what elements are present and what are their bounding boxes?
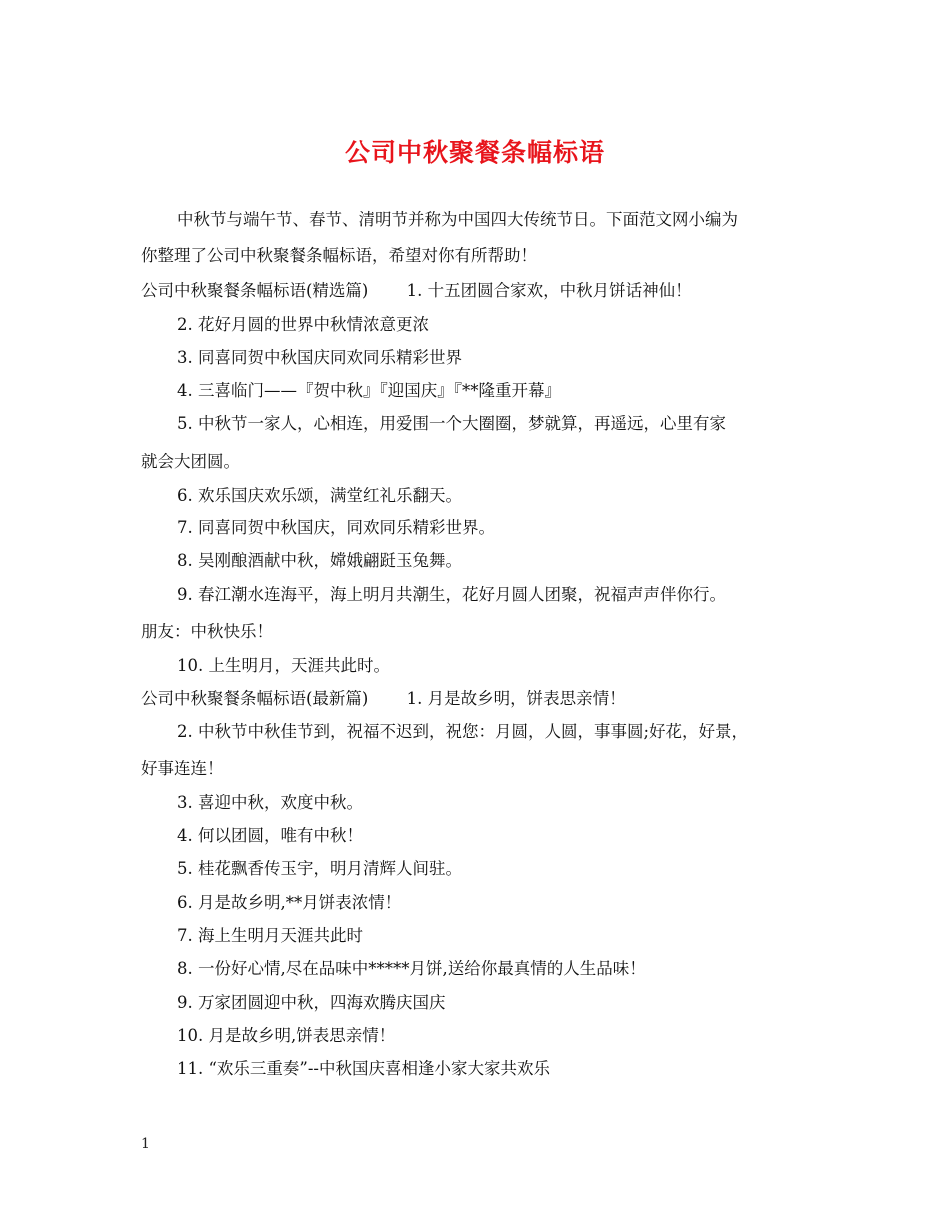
list-item: 3. 喜迎中秋，欢度中秋。 xyxy=(177,793,363,812)
list-item: 6. 月是故乡明,**月饼表浓情！ xyxy=(177,893,402,912)
list-item: 11. “欢乐三重奏”--中秋国庆喜相逢小家大家共欢乐 xyxy=(177,1059,551,1078)
list-item: 8. 一份好心情,尽在品味中*****月饼,送给你最真情的人生品味！ xyxy=(177,959,646,978)
list-item-continuation: 就会大团圆。 xyxy=(141,452,240,471)
section-heading: 公司中秋聚餐条幅标语(最新篇) 1. 月是故乡明，饼表思亲情！ xyxy=(141,689,626,708)
section-heading: 公司中秋聚餐条幅标语(精选篇) 1. 十五团圆合家欢，中秋月饼话神仙！ xyxy=(141,281,692,300)
list-item: 10. 月是故乡明,饼表思亲情！ xyxy=(177,1026,396,1045)
list-item: 5. 桂花飘香传玉宇，明月清辉人间驻。 xyxy=(177,859,462,878)
list-item: 2. 中秋节中秋佳节到，祝福不迟到，祝您：月圆，人圆，事事圆;好花，好景， xyxy=(177,722,749,741)
page-number: 1 xyxy=(141,1136,150,1152)
list-item: 8. 吴刚酿酒献中秋，嫦娥翩跹玉兔舞。 xyxy=(177,551,462,570)
intro-line: 你整理了公司中秋聚餐条幅标语，希望对你有所帮助！ xyxy=(141,246,537,265)
intro-line: 中秋节与端午节、春节、清明节并称为中国四大传统节日。下面范文网小编为 xyxy=(177,210,738,229)
list-item-continuation: 好事连连！ xyxy=(141,759,224,778)
list-item: 4. 何以团圆，唯有中秋！ xyxy=(177,826,363,845)
list-item: 3. 同喜同贺中秋国庆同欢同乐精彩世界 xyxy=(177,348,462,367)
list-item: 5. 中秋节一家人，心相连，用爱围一个大圈圈，梦就算，再遥远，心里有家 xyxy=(177,414,726,433)
list-item: 9. 万家团圆迎中秋，四海欢腾庆国庆 xyxy=(177,993,446,1012)
list-item-continuation: 朋友：中秋快乐！ xyxy=(141,622,273,641)
document-title: 公司中秋聚餐条幅标语 xyxy=(344,138,605,167)
list-item: 9. 春江潮水连海平，海上明月共潮生，花好月圆人团聚，祝福声声伴你行。 xyxy=(177,585,726,604)
list-item: 7. 同喜同贺中秋国庆，同欢同乐精彩世界。 xyxy=(177,518,495,537)
list-item: 10. 上生明月，天涯共此时。 xyxy=(177,656,390,675)
list-item: 7. 海上生明月天涯共此时 xyxy=(177,926,363,945)
list-item: 2. 花好月圆的世界中秋情浓意更浓 xyxy=(177,315,429,334)
list-item: 4. 三喜临门——『贺中秋』『迎国庆』『**隆重开幕』 xyxy=(177,381,561,400)
list-item: 6. 欢乐国庆欢乐颂，满堂红礼乐翻天。 xyxy=(177,486,462,505)
